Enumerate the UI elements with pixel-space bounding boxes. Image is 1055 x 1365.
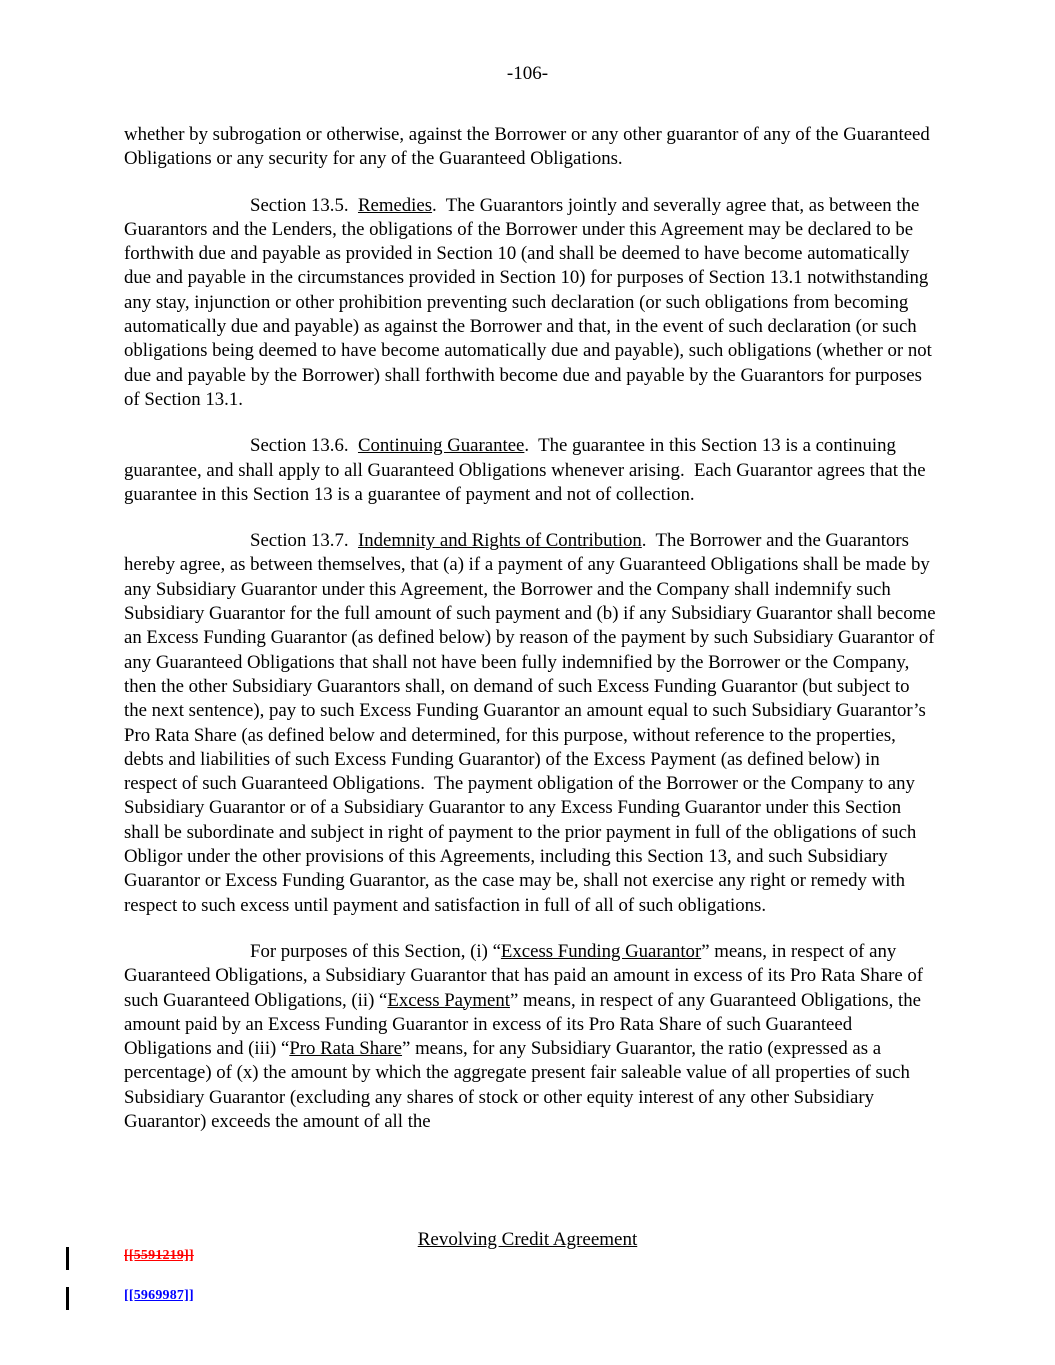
defined-term-pro-rata-share: Pro Rata Share xyxy=(289,1038,403,1060)
paragraph-section-13-6 xyxy=(124,434,936,507)
section-number: Section 13.7. xyxy=(250,530,358,552)
doc-id-stamp-inserted: [[5969987]] xyxy=(124,1288,194,1303)
revision-change-bar-2 xyxy=(66,1287,69,1310)
paragraph-text: ” means, for any Subsidiary Guarantor, the ratio (expressed as a percentage) of (x) the amount by which the aggregate present fair saleable value of all properties of such Subsidiary Guarantor (excluding any shares of stock or other equity interest of any other Subsidiary Guarantor) exceeds the amount of all the xyxy=(124,1038,915,1132)
paragraph-text: . The guarantee in this Section 13 is a continuing guarantee, and shall apply to all Guaranteed Obligations whenever arising. Each Guarantor agrees that the guarantee in this Section 13 is a guarantee of payment and not of collection. xyxy=(124,435,931,505)
section-number: Section 13.5. xyxy=(250,194,358,216)
page-number: -106- xyxy=(506,63,549,84)
paragraph-text: . The Guarantors jointly and severally agree that, as between the Guarantors and the Lenders, the obligations of the Borrower under this Agreement may be declared to be forthwith due and payable as provided in Section 10 (and shall be deemed to have become automatically due and payable in the circumstances provided in Section 10) for purposes of Section 13.1 notwithstanding any stay, injunction or other prohibition preventing such declaration (or such obligations from becoming automatically due and payable) as against the Borrower and that, in the event of such declaration (or such obligations being deemed to have become automatically due and payable), such obligations (whether or not due and payable by the Borrower) shall forthwith become due and payable by the Guarantors for purposes of Section 13.1. xyxy=(124,194,937,410)
section-heading: Remedies xyxy=(357,194,433,216)
doc-id-stamp-deleted: [[5591219]] xyxy=(124,1248,194,1263)
paragraph-section-13-7 xyxy=(124,529,941,918)
paragraph-text: ” means, in respect of any Guaranteed Obligations, the amount paid by an Excess Funding Guarantor in excess of its Pro Rata Share of such Guaranteed Obligations and (iii) “ xyxy=(124,989,926,1060)
paragraph-section-13-5 xyxy=(124,194,936,413)
paragraph-text: ” means, in respect of any Guaranteed Obligations, a Subsidiary Guarantor that has paid an amount in excess of its Pro Rata Share of such Guaranteed Obligations, (ii) “ xyxy=(124,940,928,1011)
section-number: Section 13.6. xyxy=(250,435,358,457)
section-heading: Continuing Guarantee xyxy=(357,435,525,457)
paragraph-continuation xyxy=(124,123,936,172)
defined-term-excess-funding-guarantor: Excess Funding Guarantor xyxy=(500,940,702,962)
paragraph-definitions xyxy=(124,940,936,1134)
revision-change-bar-1 xyxy=(66,1247,69,1270)
footer-title-text: Revolving Credit Agreement xyxy=(417,1229,638,1250)
defined-term-excess-payment: Excess Payment xyxy=(387,989,510,1011)
paragraph-text: . The Borrower and the Guarantors hereby agree, as between themselves, that (a) if a payment of any Guaranteed Obligations shall be made by any Subsidiary Guarantor under this Agreement, the Borrower and the Company shall indemnify such Subsidiary Guarantor for the full amount of such payment and (b) if any Subsidiary Guarantor shall become an Excess Funding Guarantor (as defined below) by reason of the payment by such Subsidiary Guarantor of any Guaranteed Obligations that shall not have been fully indemnified by the Borrower or the Company, then the other Subsidiary Guarantors shall, on demand of such Excess Funding Guarantor (but subject to the next sentence), pay to such Excess Funding Guarantor an amount equal to such Subsidiary Guarantor’s Pro Rata Share (as defined below and determined, for this purpose, without reference to the properties, debts and liabilities of such Excess Funding Guarantor) of the Excess Payment (as defined below) in respect of such Guaranteed Obligations. The payment obligation of the Borrower or the Company to any Subsidiary Guarantor or of a Subsidiary Guarantor to any Excess Funding Guarantor under this Section shall be subordinate and subject in right of payment to the prior payment in full of the obligations of such Obligor under the other provisions of this Agreements, including this Section 13, and such Subsidiary Guarantor or Excess Funding Guarantor, as the case may be, shall not exercise any right or remedy with respect to such excess until payment and satisfaction in full of all of such obligations. xyxy=(124,530,941,916)
paragraph-text: whether by subrogation or otherwise, against the Borrower or any other guarantor of any of the Guaranteed Obligations or any security for any of the Guaranteed Obligations. xyxy=(124,124,935,170)
section-heading: Indemnity and Rights of Contribution xyxy=(357,530,642,552)
document-body xyxy=(124,123,941,1156)
paragraph-text: For purposes of this Section, (i) “ xyxy=(250,940,501,962)
